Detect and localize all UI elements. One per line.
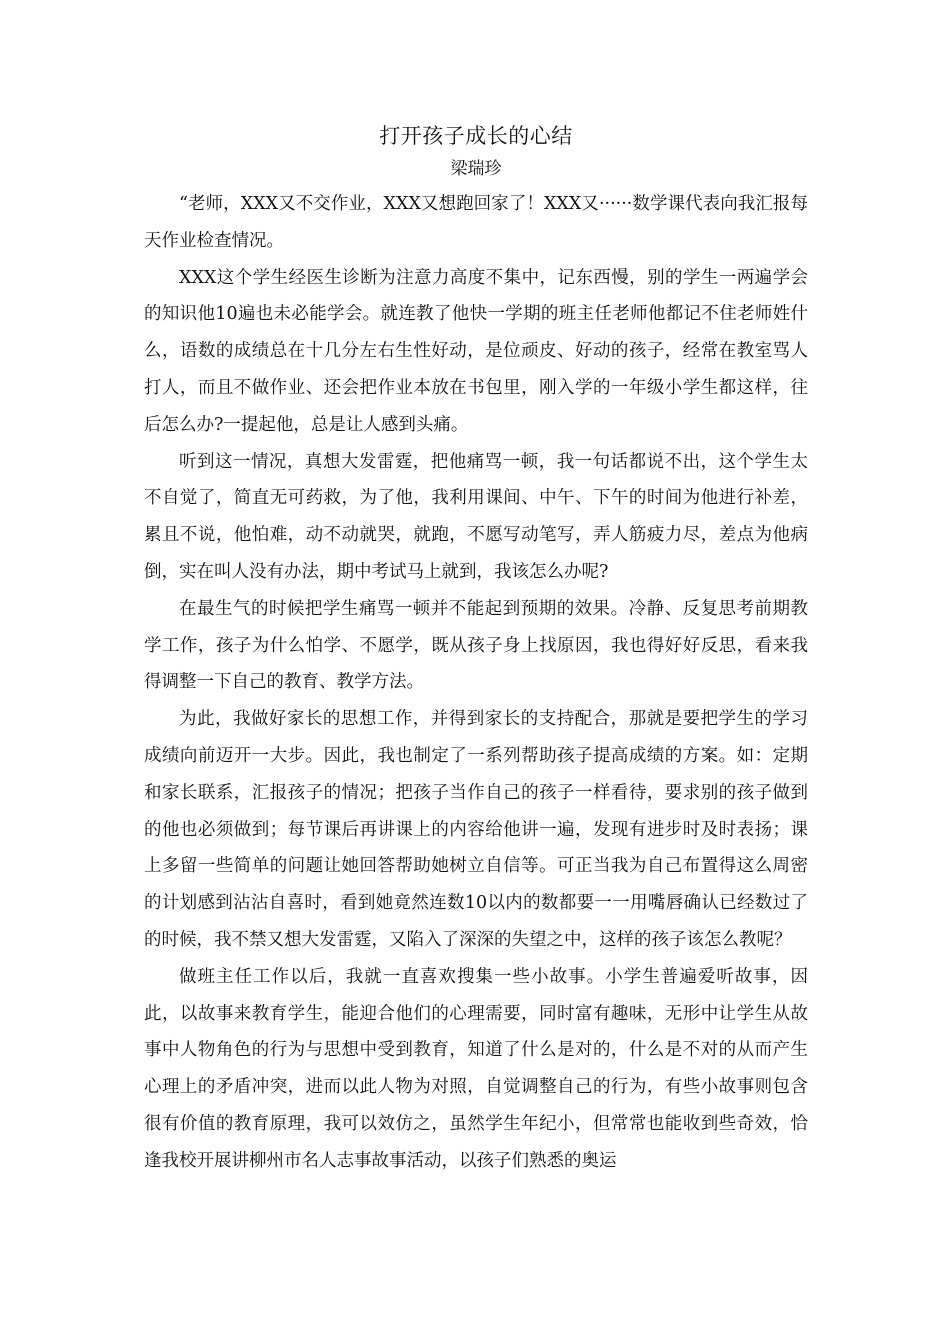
- paragraph-1: “老师，XXX又不交作业，XXX又想跑回家了！XXX又······数学课代表向我汇报每天作业检查情况。: [144, 194, 808, 251]
- paragraph-5: 为此，我做好家长的思想工作，并得到家长的支持配合，那就是要把学生的学习成绩向前迈开一大步。因此，我也制定了一系列帮助孩子提高成绩的方案。如：定期和家长联系，汇报孩子的情况；把孩子当作自己的孩子一样看待，要求别的孩子做到的他也必须做到；每节课后再讲课上的内容给他讲一遍，发现有进步时及时表扬；课上多留一些简单的问题让她回答帮助她树立自信等。可正当我为自己布置得这么周密的计划感到沾沾自喜时，看到她竟然连数10以内的数都要一一用嘴唇确认已经数过了的时候，我不禁又想大发雷霆，又陷入了深深的失望之中，这样的孩子该怎么教呢？: [144, 709, 808, 950]
- paragraph-3: 听到这一情况，真想大发雷霆，把他痛骂一顿，我一句话都说不出，这个学生太不自觉了，简直无可药救，为了他，我利用课间、中午、下午的时间为他进行补差，累且不说，他怕难，动不动就哭，就跑，不愿写动笔写，弄人筋疲力尽，差点为他病倒，实在叫人没有办法，期中考试马上就到，我该怎么办呢?: [144, 451, 808, 582]
- paragraph-4: 在最生气的时候把学生痛骂一顿并不能起到预期的效果。冷静、反复思考前期教学工作，孩子为什么怕学、不愿学，既从孩子身上找原因，我也得好好反思，看来我得调整一下自己的教育、教学方法。: [144, 598, 808, 693]
- document-author: 梁瑞珍: [450, 159, 502, 179]
- paragraph-6: 做班主任工作以后，我就一直喜欢搜集一些小故事。小学生普遍爱听故事，因此，以故事来教育学生，能迎合他们的心理需要，同时富有趣味，无形中让学生从故事中人物角色的行为与思想中受到教育，知道了什么是对的，什么是不对的从而产生心理上的矛盾冲突，进而以此人物为对照，自觉调整自己的行为，有些小故事则包含很有价值的教育原理，我可以效仿之，虽然学生年纪小，但常常也能收到些奇效，恰逢我校开展讲柳州市名人志事故事活动，以孩子们熟悉的奥运: [144, 966, 808, 1171]
- document-title: 打开孩子成长的心结: [379, 124, 573, 148]
- document-page: [144, 118, 808, 1180]
- paragraph-2: XXX这个学生经医生诊断为注意力高度不集中，记东西慢，别的学生一两遍学会的知识他10遍也未必能学会。就连教了他快一学期的班主任老师他都记不住老师姓什么，语数的成绩总在十几分左右生性好动，是位顽皮、好动的孩子，经常在教室骂人打人，而且不做作业、还会把作业本放在书包里，刚入学的一年级小学生都这样，往后怎么办?一提起他，总是让人感到头痛。: [144, 267, 808, 435]
